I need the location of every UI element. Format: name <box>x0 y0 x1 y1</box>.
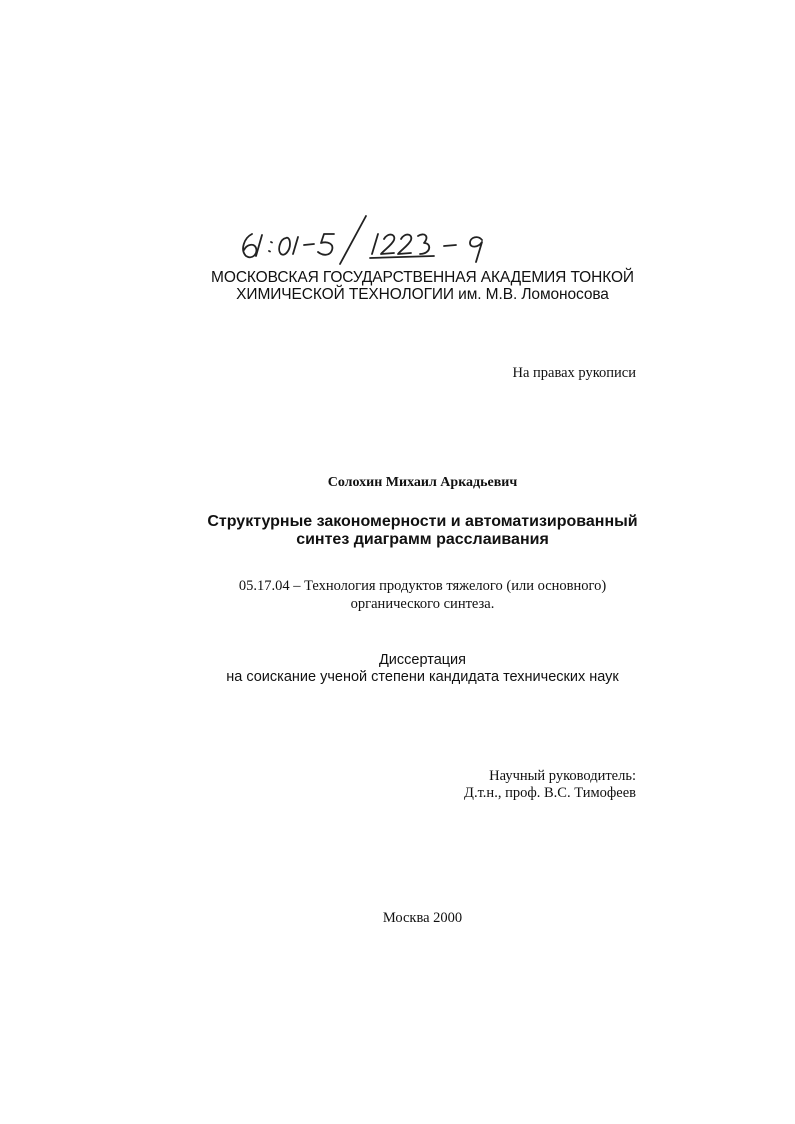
specialty-line-1: 05.17.04 – Технология продуктов тяжелого (или основного) <box>238 578 607 594</box>
dissertation-title-line-1: Структурные закономерности и автоматизированный <box>207 513 638 530</box>
document-type: Диссертация <box>378 652 467 668</box>
degree-description: на соискание ученой степени кандидата технических наук <box>226 669 619 685</box>
institution-name-line-1: МОСКОВСКАЯ ГОСУДАРСТВЕННАЯ АКАДЕМИЯ ТОНКОЙ <box>211 269 634 286</box>
institution-name-line-2: ХИМИЧЕСКОЙ ТЕХНОЛОГИИ им. М.В. Ломоносова <box>236 286 609 303</box>
specialty-line-2: органического синтеза. <box>350 596 495 612</box>
city-and-year: Москва 2000 <box>382 910 463 926</box>
author-name: Солохин Михаил Аркадьевич <box>327 475 518 490</box>
dissertation-title-line-2: синтез диаграмм расслаивания <box>296 531 549 548</box>
advisor-name: Д.т.н., проф. В.С. Тимофеев <box>464 785 636 801</box>
manuscript-rights-note: На правах рукописи <box>512 365 636 381</box>
handwritten-archive-code <box>238 212 498 268</box>
advisor-label: Научный руководитель: <box>489 768 636 784</box>
handwritten-code-drawing <box>238 212 498 268</box>
